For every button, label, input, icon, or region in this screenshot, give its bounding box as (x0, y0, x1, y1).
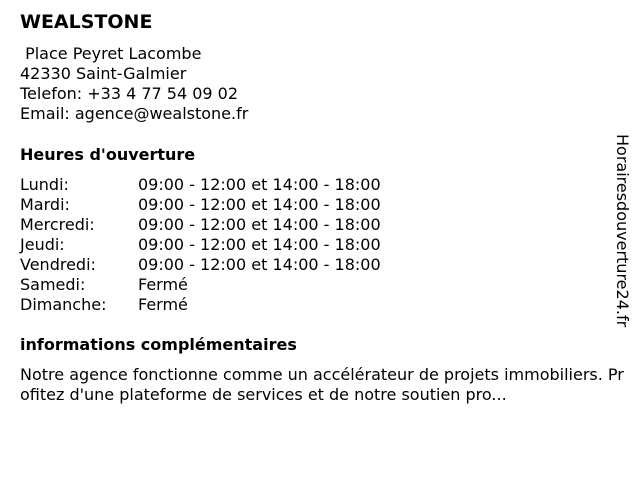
day-hours: 09:00 - 12:00 et 14:00 - 18:00 (138, 255, 381, 274)
day-label: Dimanche: (20, 295, 107, 314)
day-hours: Fermé (138, 295, 188, 314)
street-address: Place Peyret Lacombe (20, 44, 202, 63)
day-hours: Fermé (138, 275, 188, 294)
hours-row-monday (20, 175, 381, 195)
additional-info-heading: informations complémentaires (20, 335, 297, 354)
day-hours: 09:00 - 12:00 et 14:00 - 18:00 (138, 215, 381, 234)
day-label: Lundi: (20, 175, 69, 194)
hours-row-tuesday (20, 195, 381, 215)
hours-row-thursday (20, 235, 381, 255)
day-label: Jeudi: (20, 235, 65, 254)
hours-row-saturday (20, 275, 381, 295)
day-label: Samedi: (20, 275, 86, 294)
day-hours: 09:00 - 12:00 et 14:00 - 18:00 (138, 195, 381, 214)
hours-row-friday (20, 255, 381, 275)
address-block (20, 44, 248, 124)
phone-number: Telefon: +33 4 77 54 09 02 (20, 84, 239, 103)
opening-hours-heading: Heures d'ouverture (20, 145, 196, 164)
day-label: Vendredi: (20, 255, 96, 274)
day-hours: 09:00 - 12:00 et 14:00 - 18:00 (138, 235, 381, 254)
opening-hours-table (20, 175, 381, 315)
hours-row-sunday (20, 295, 381, 315)
day-label: Mercredi: (20, 215, 95, 234)
site-watermark: Horairesdouverture24.fr (613, 134, 632, 328)
email-address: Email: agence@wealstone.fr (20, 104, 249, 123)
additional-info-text: Notre agence fonctionne comme un accélérateur de projets immobiliers. Profitez d'une plateforme de services et de notre soutien pro... (20, 365, 624, 404)
day-label: Mardi: (20, 195, 70, 214)
day-hours: 09:00 - 12:00 et 14:00 - 18:00 (138, 175, 381, 194)
hours-row-wednesday (20, 215, 381, 235)
city-address: 42330 Saint-Galmier (20, 64, 187, 83)
business-name: WEALSTONE (20, 11, 153, 33)
